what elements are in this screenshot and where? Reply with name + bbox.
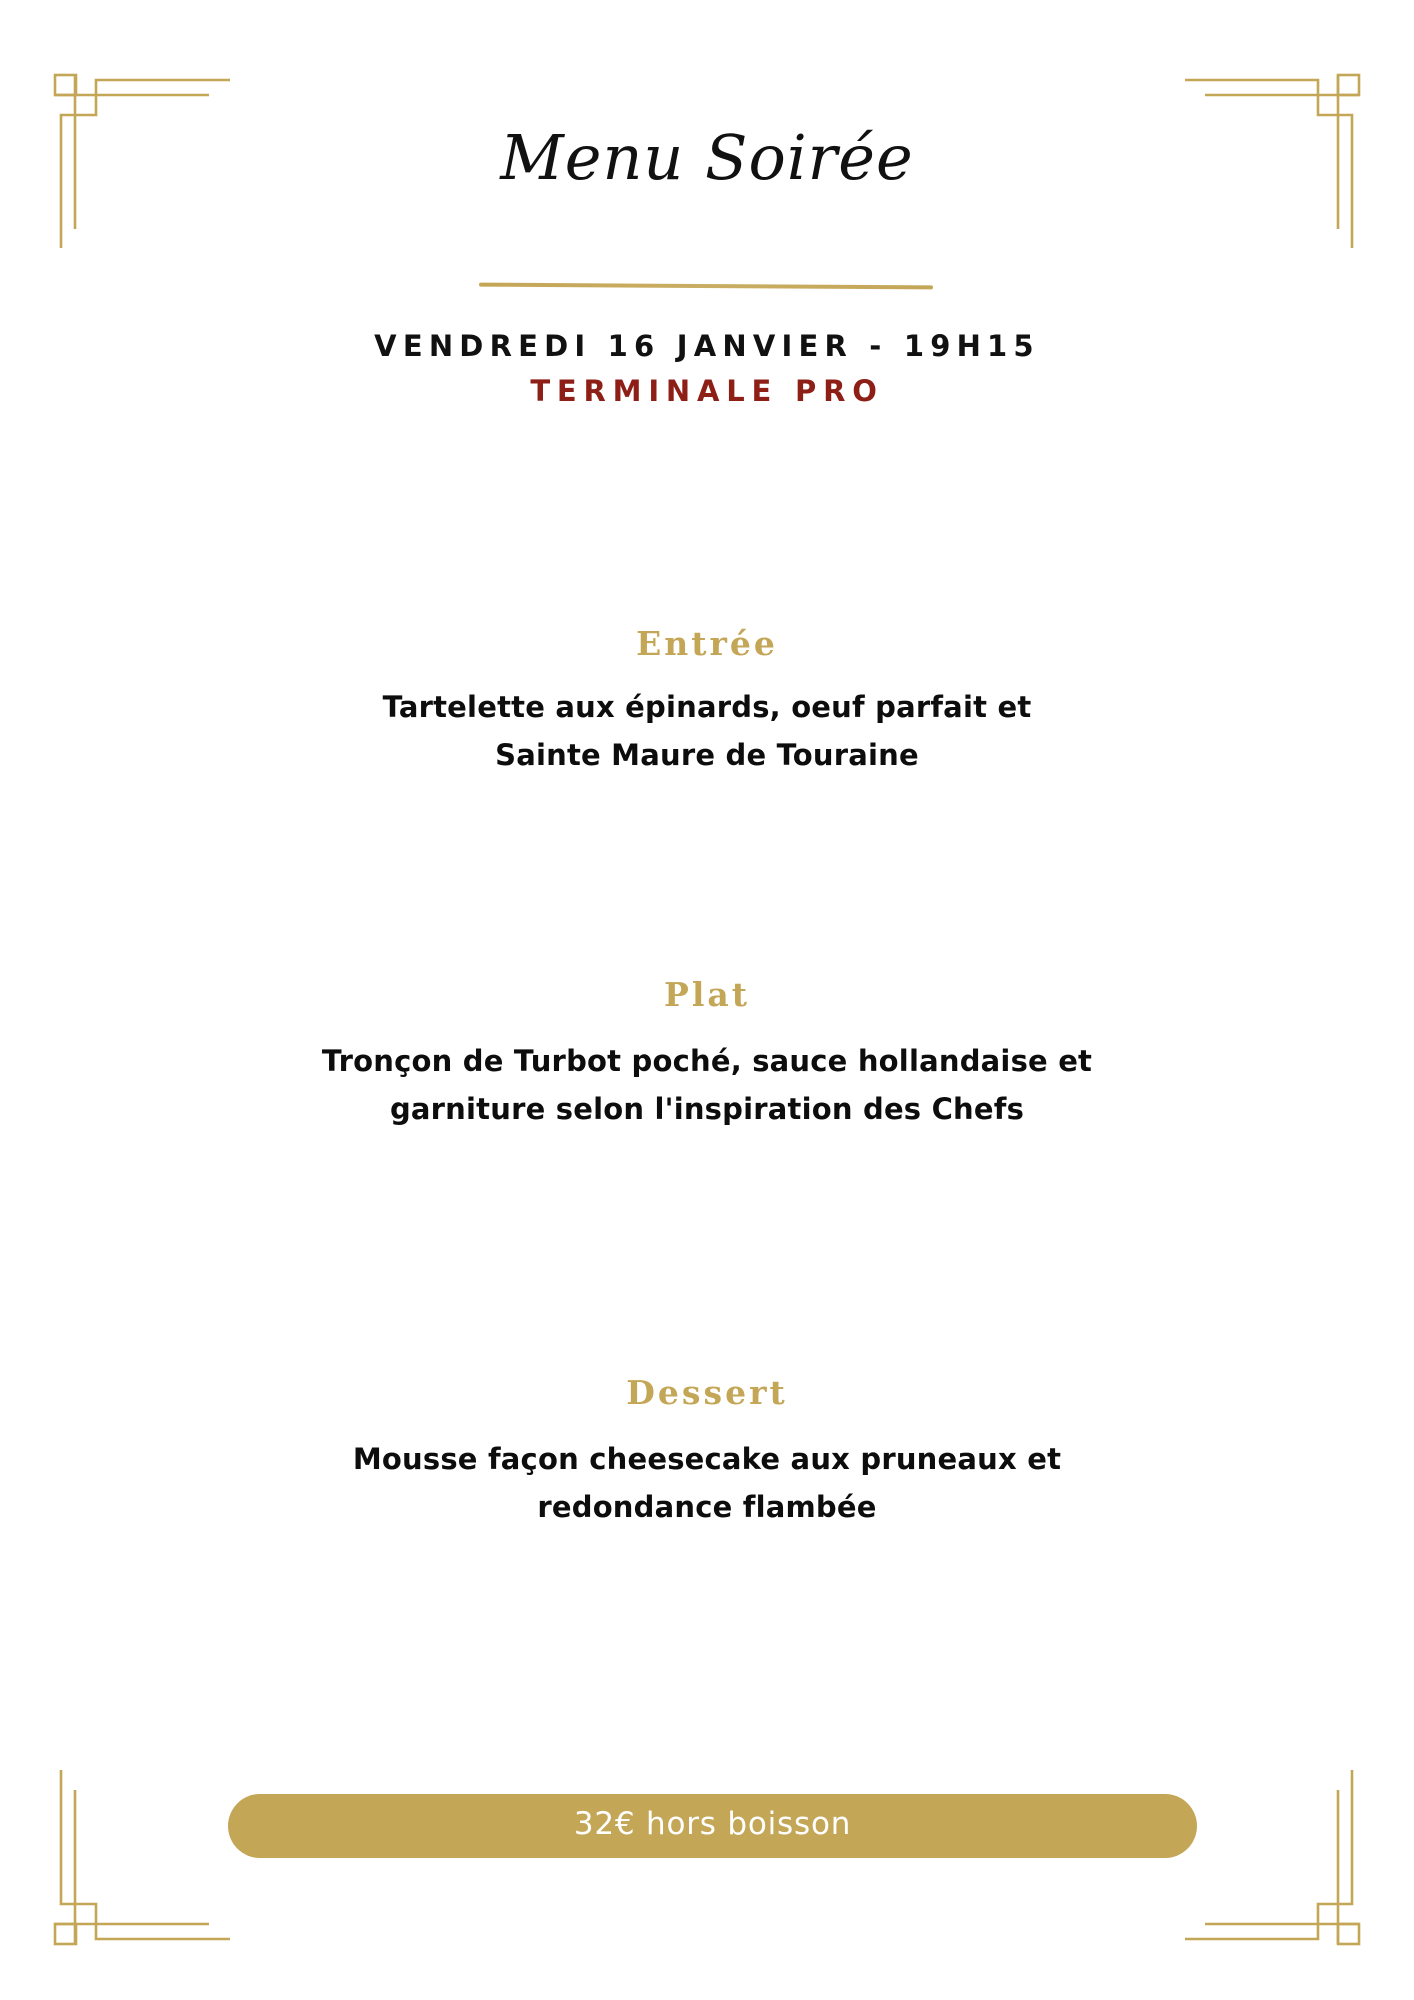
course-heading-entree: Entrée — [636, 624, 778, 663]
dish-line: redondance flambée — [537, 1490, 877, 1524]
menu-title: Menu Soirée — [500, 121, 914, 194]
dish-line: garniture selon l'inspiration des Chefs — [389, 1092, 1025, 1126]
course-heading-dessert: Dessert — [626, 1373, 788, 1412]
class-name: TERMINALE PRO — [530, 374, 884, 408]
course-heading-plat: Plat — [664, 975, 750, 1014]
event-date-time: VENDREDI 16 JANVIER - 19H15 — [374, 329, 1040, 363]
dish-line: Mousse façon cheesecake aux pruneaux et — [352, 1442, 1062, 1476]
corner-ornament-bottom-right-icon — [1185, 1770, 1359, 1944]
price-label: 32€ hors boisson — [573, 1806, 852, 1842]
gold-divider — [479, 283, 933, 290]
dish-line: Tronçon de Turbot poché, sauce hollandaise et — [321, 1044, 1093, 1078]
corner-ornament-bottom-left-icon — [55, 1770, 230, 1944]
price-banner — [228, 1794, 1197, 1858]
dish-line: Sainte Maure de Touraine — [495, 738, 919, 772]
dish-line: Tartelette aux épinards, oeuf parfait et — [382, 690, 1032, 724]
